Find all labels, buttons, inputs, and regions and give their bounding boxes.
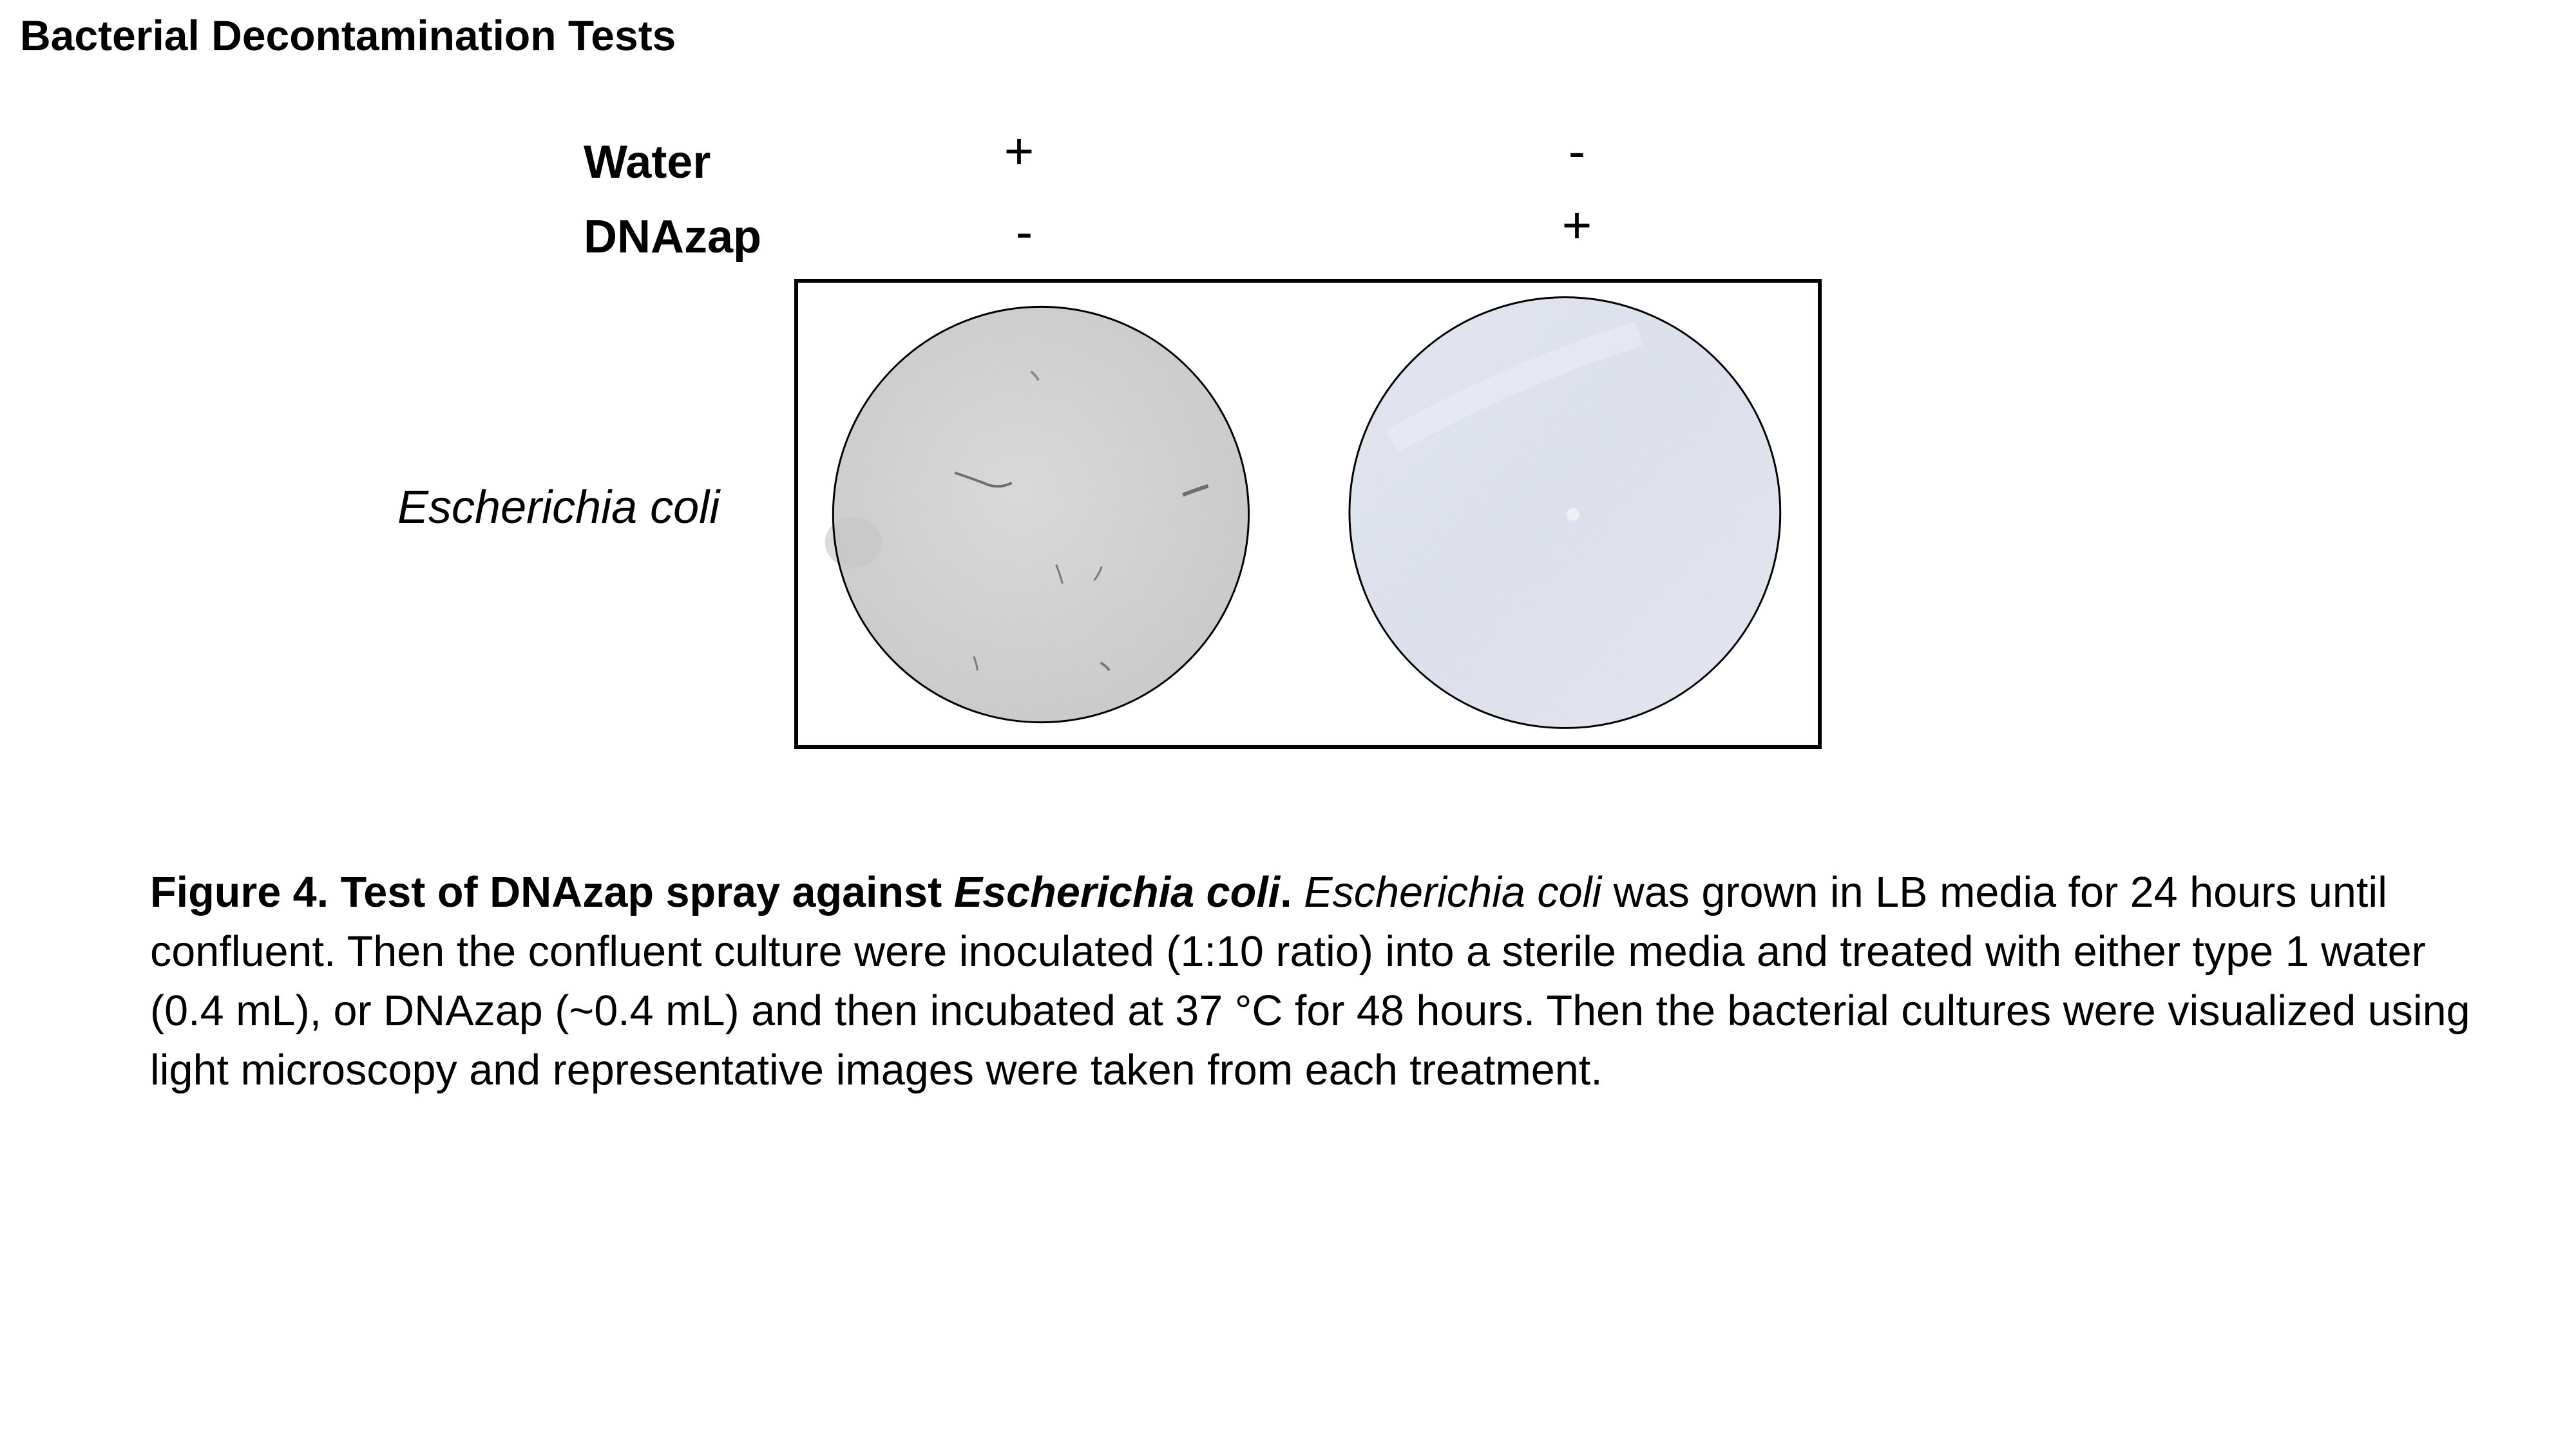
water-row-label: Water bbox=[584, 137, 711, 188]
dnazap-col1-sign: - bbox=[1015, 203, 1033, 260]
caption-body: was grown in LB media for 24 hours until confluent. Then the confluent culture were inoculated (1:10 ratio) into a sterile media and treated with either type 1 water (0.4 mL), or DNAzap (~0.4 mL) and then incubated at 37 °C for 48 hours. Then the bacterial cultures were visualized using light microscopy and representative images were taken from each treatment. bbox=[150, 869, 2470, 1094]
water-treated-plate bbox=[825, 307, 1249, 722]
dnazap-treated-plate bbox=[1350, 298, 1780, 728]
water-col2-sign: - bbox=[1568, 122, 1586, 180]
water-col1-sign: + bbox=[1004, 122, 1035, 180]
dnazap-col2-sign: + bbox=[1561, 196, 1592, 254]
organism-label: Escherichia coli bbox=[397, 482, 720, 533]
water-plate-fill bbox=[833, 307, 1248, 722]
plates-svg bbox=[798, 283, 1818, 745]
caption-bold-part1: Figure 4. Test of DNAzap spray against bbox=[150, 869, 954, 916]
dnazap-row-label: DNAzap bbox=[584, 211, 762, 263]
figure-caption bbox=[150, 863, 2482, 1100]
dnazap-plate-speck bbox=[1567, 508, 1579, 521]
plate-figure-box bbox=[794, 279, 1822, 749]
caption-space bbox=[1292, 869, 1304, 916]
caption-italic-species: Escherichia coli bbox=[1304, 869, 1602, 916]
caption-bold-part2: . bbox=[1280, 869, 1292, 916]
caption-bold-italic-species: Escherichia coli bbox=[953, 869, 1281, 916]
section-title: Bacterial Decontamination Tests bbox=[20, 12, 676, 59]
